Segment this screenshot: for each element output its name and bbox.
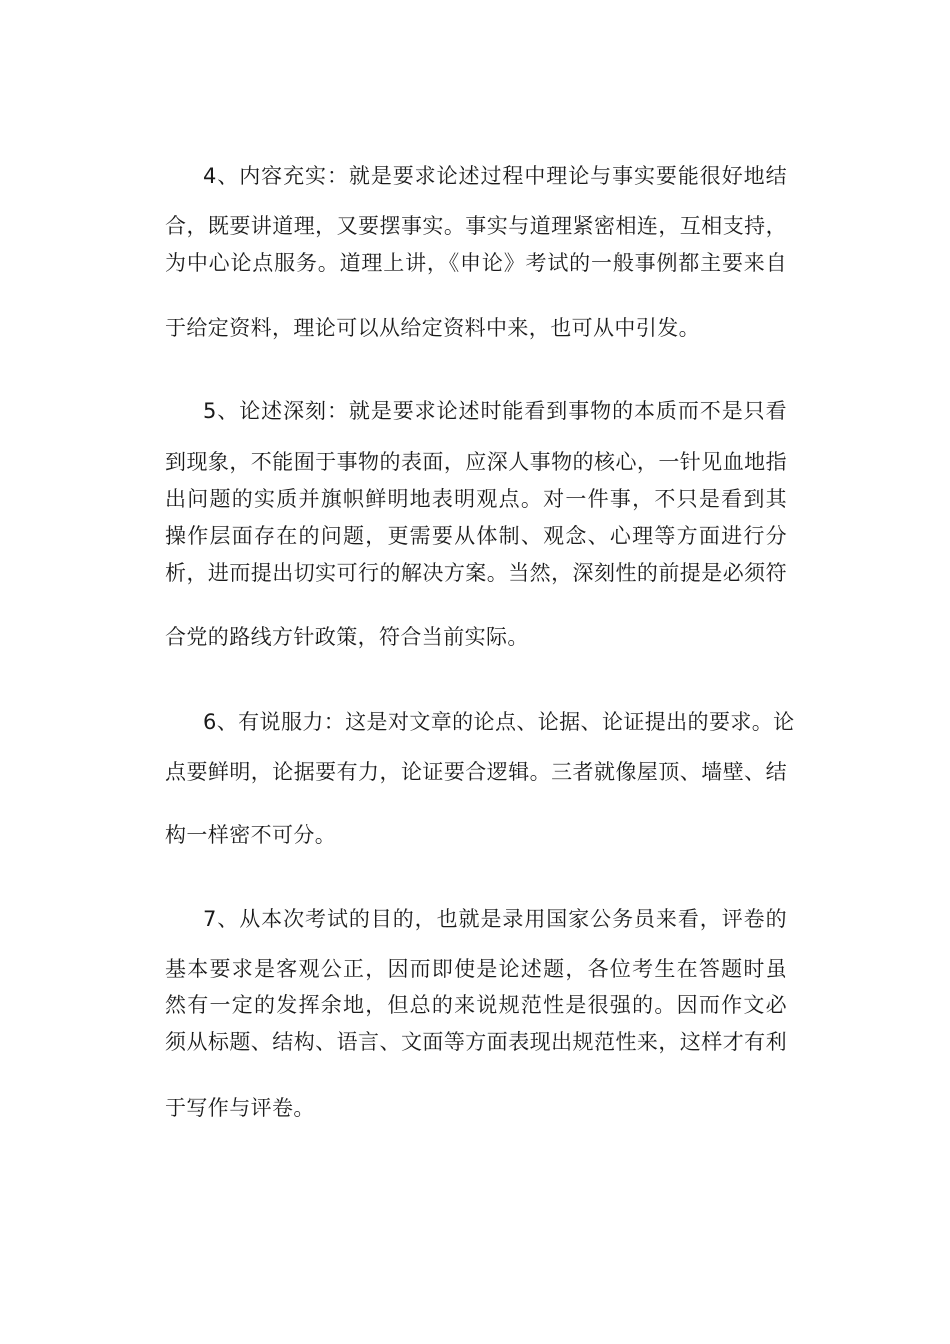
paragraph-7-line-3: 然有一定的发挥余地，但总的来说规范性是很强的。因而作文必 (165, 993, 787, 1017)
paragraph-4-line-2: 合，既要讲道理，又要摆事实。事实与道理紧密相连，互相支持， (165, 214, 787, 238)
paragraph-5-line-4: 操作层面存在的问题，更需要从体制、观念、心理等方面进行分 (165, 524, 787, 548)
paragraph-7-line-5: 于写作与评卷。 (165, 1096, 315, 1120)
paragraph-6-line-3: 构一样密不可分。 (165, 823, 337, 847)
paragraph-6-line-2: 点要鲜明，论据要有力，论证要合逻辑。三者就像屋顶、墙壁、结 (165, 760, 787, 784)
paragraph-5-line-6: 合党的路线方针政策，符合当前实际。 (165, 625, 529, 649)
paragraph-5-line-5: 析，进而提出切实可行的解决方案。当然，深刻性的前提是必须符 (165, 561, 787, 585)
paragraph-7-line-2: 基本要求是客观公正，因而即使是论述题，各位考生在答题时虽 (165, 957, 787, 981)
paragraph-4-line-1: 4、内容充实：就是要求论述过程中理论与事实要能很好地结 (203, 164, 787, 188)
paragraph-7-line-1: 7、从本次考试的目的，也就是录用国家公务员来看，评卷的 (203, 907, 787, 931)
paragraph-4-line-3: 为中心论点服务。道理上讲，《申论》考试的一般事例都主要来自 (165, 251, 787, 275)
paragraph-5-line-2: 到现象，不能囿于事物的表面，应深人事物的核心，一针见血地指 (165, 450, 787, 474)
paragraph-6-line-1: 6、有说服力：这是对文章的论点、论据、论证提出的要求。论 (203, 710, 795, 734)
paragraph-5-line-1: 5、论述深刻：就是要求论述时能看到事物的本质而不是只看 (203, 399, 787, 423)
paragraph-4-line-4: 于给定资料，理论可以从给定资料中来，也可从中引发。 (165, 316, 700, 340)
paragraph-7-line-4: 须从标题、结构、语言、文面等方面表现出规范性来，这样才有利 (165, 1030, 787, 1054)
paragraph-5-line-3: 出问题的实质并旗帜鲜明地表明观点。对一件事，不只是看到其 (165, 487, 787, 511)
